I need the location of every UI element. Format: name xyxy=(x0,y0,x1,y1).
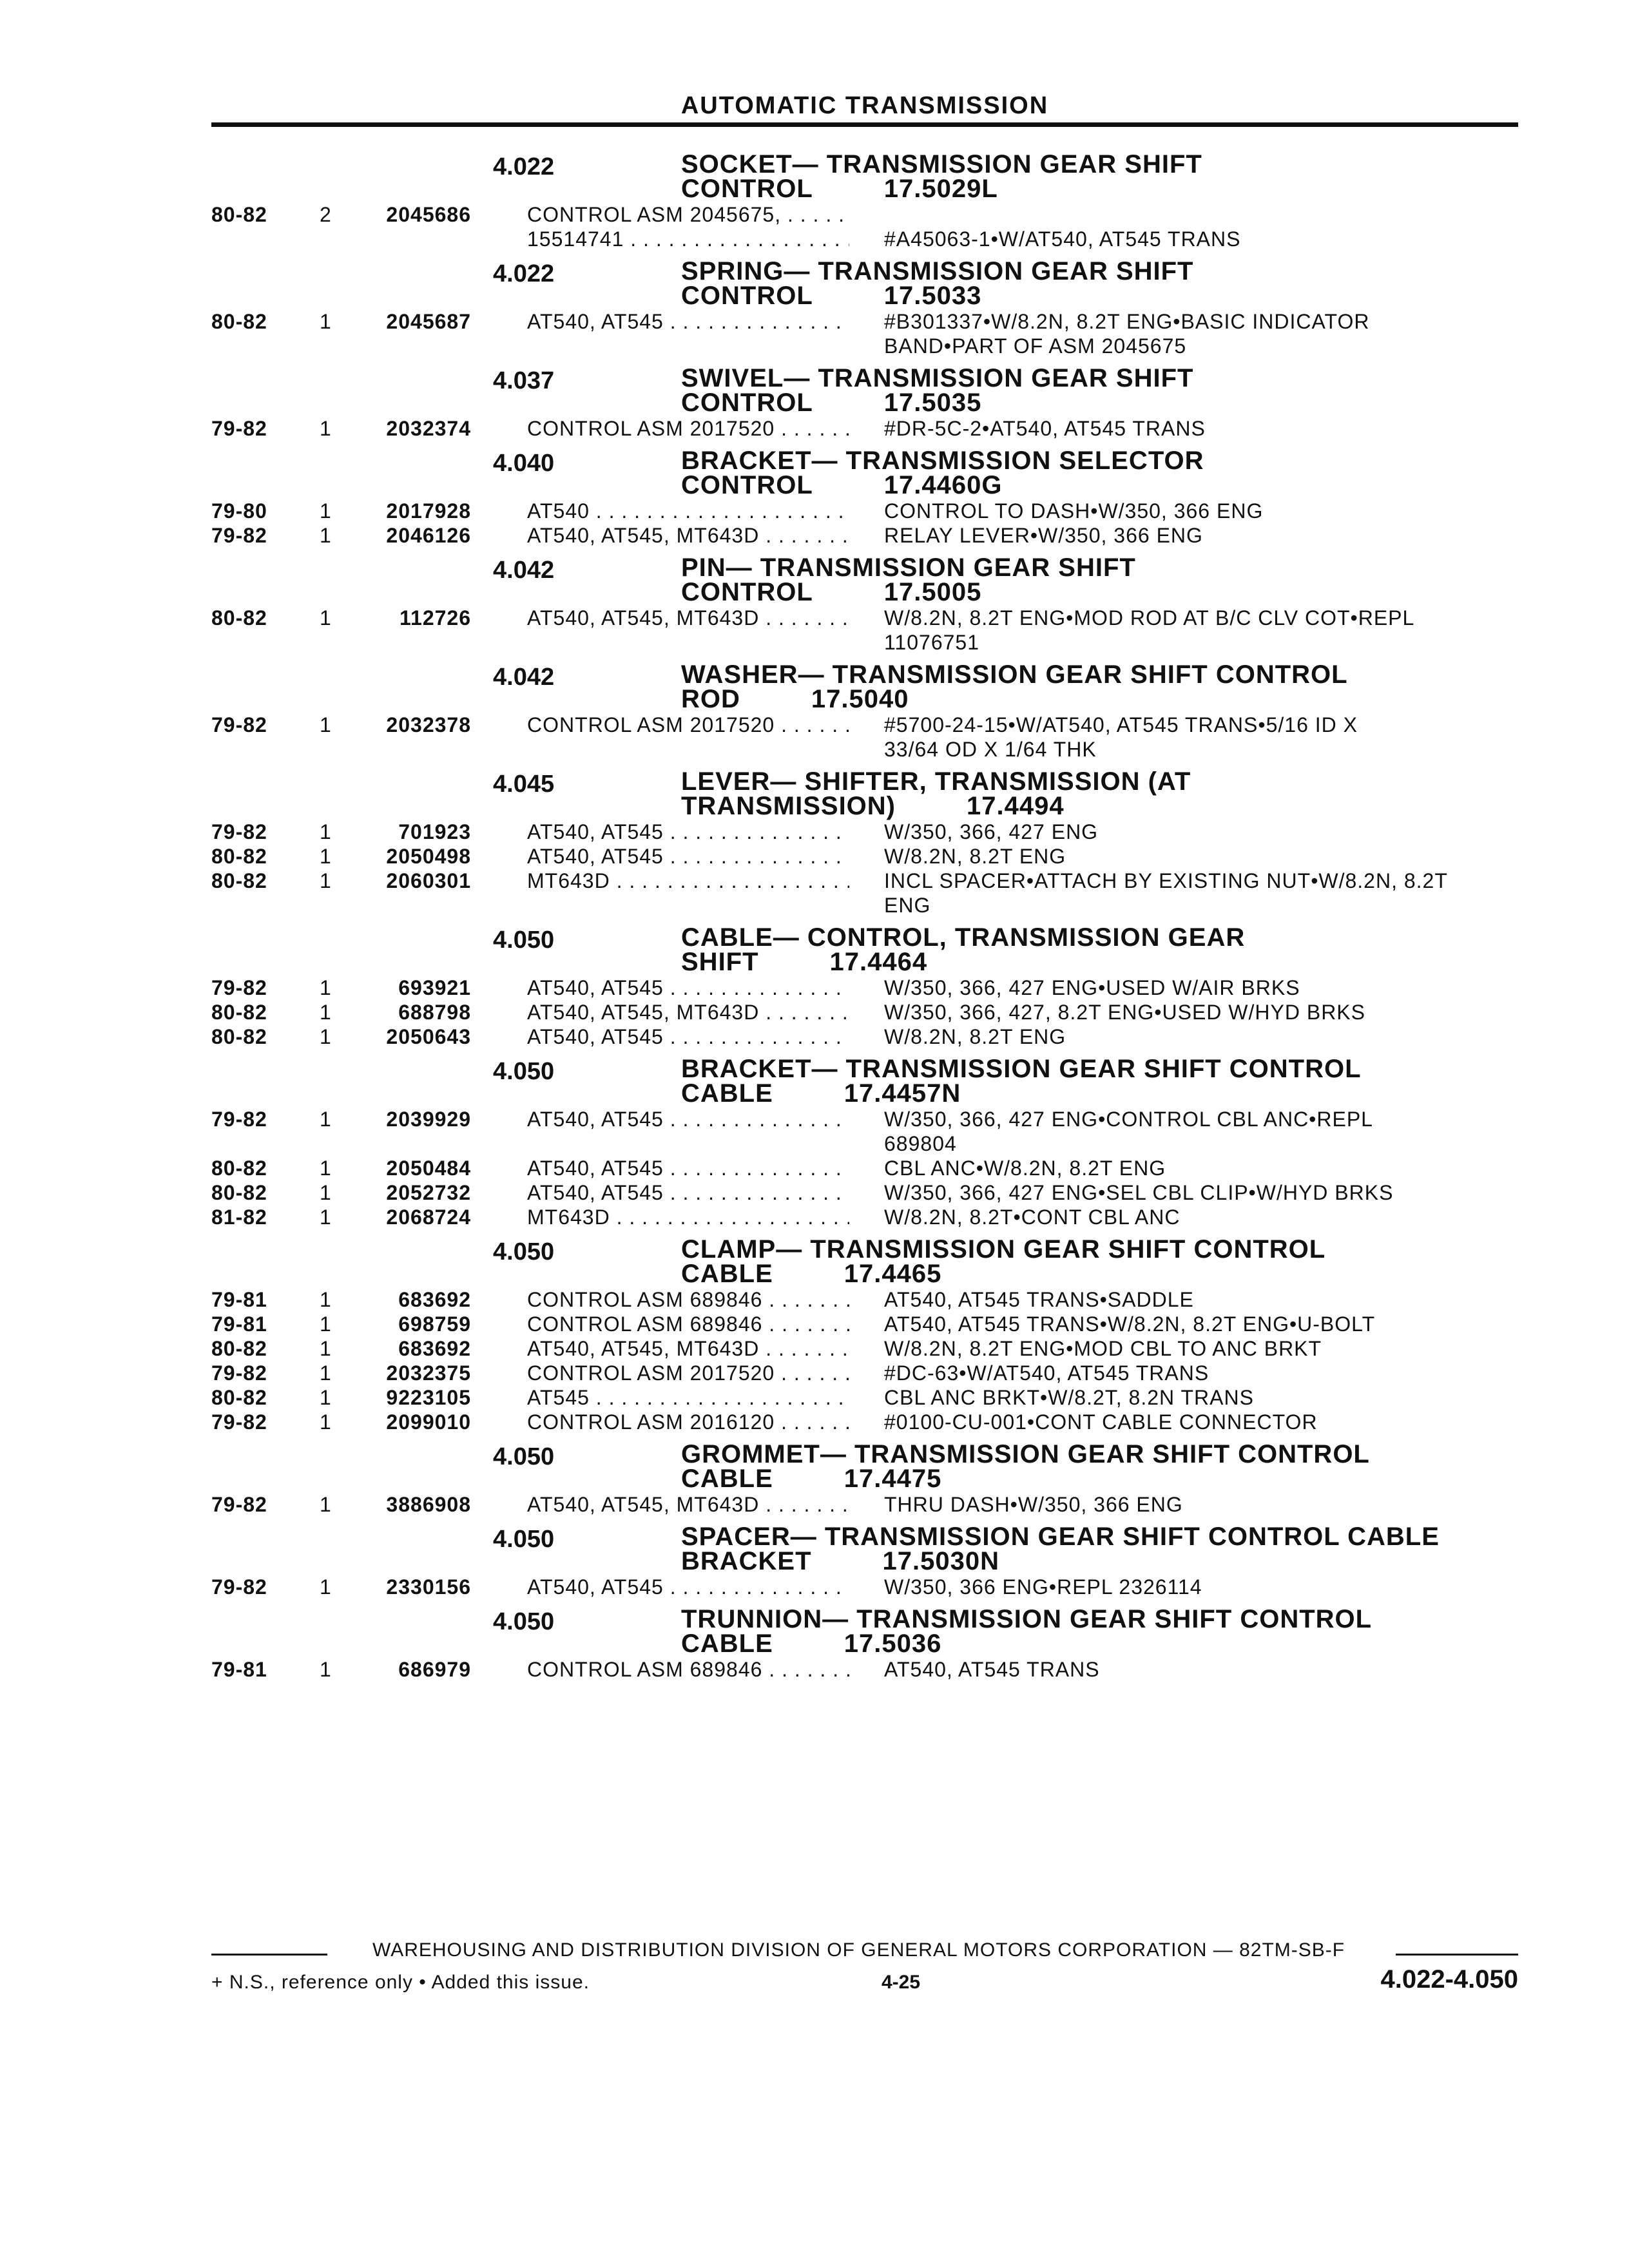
section-title-word: CONTROL xyxy=(681,175,813,203)
part-number: 2032375 xyxy=(386,1361,471,1385)
section-title-line xyxy=(681,473,1552,497)
part-note: INCL SPACER•ATTACH BY EXISTING NUT•W/8.2N, 8.2T xyxy=(884,869,1448,892)
catalog-section xyxy=(211,1522,1552,1604)
parts-catalog xyxy=(211,149,1552,1687)
part-note: #A45063-1•W/AT540, AT545 TRANS xyxy=(884,227,1241,251)
section-reference: 17.5033 xyxy=(883,282,982,310)
part-note: W/350, 366, 427 ENG•SEL CBL CLIP•W/HYD BRKS xyxy=(884,1181,1394,1204)
usage-description: AT540, AT545 . . . xyxy=(527,1156,849,1180)
part-row xyxy=(211,1385,1552,1410)
quantity: 1 xyxy=(320,976,332,999)
model-years: 80-82 xyxy=(211,310,267,333)
section-title-word: CABLE xyxy=(681,1260,773,1288)
model-years: 79-81 xyxy=(211,1312,267,1336)
section-reference: 17.5030N xyxy=(882,1547,1000,1575)
usage-description: CONTROL ASM 2017520 . . . xyxy=(527,713,849,737)
section-heading xyxy=(211,553,1552,606)
parts-list xyxy=(211,975,1552,1049)
model-years: 80-82 xyxy=(211,203,267,226)
part-row xyxy=(211,309,1552,334)
section-title-line: PIN— TRANSMISSION GEAR SHIFT xyxy=(681,553,1136,582)
quantity: 1 xyxy=(320,524,332,547)
catalog-section xyxy=(211,256,1552,363)
section-title xyxy=(681,925,1552,974)
quantity: 1 xyxy=(320,1001,332,1024)
part-number: 2060301 xyxy=(386,869,471,892)
quantity: 1 xyxy=(320,606,332,629)
section-title-line: SPACER— TRANSMISSION GEAR SHIFT CONTROL CABLE xyxy=(681,1523,1440,1551)
part-row xyxy=(211,1131,1552,1156)
catalog-section xyxy=(211,660,1552,767)
section-title xyxy=(681,1524,1552,1573)
part-row xyxy=(211,1180,1552,1205)
section-title xyxy=(681,555,1552,604)
section-code: 4.050 xyxy=(493,1608,555,1635)
section-heading xyxy=(211,256,1552,309)
section-title-line xyxy=(681,1081,1552,1106)
page-title: AUTOMATIC TRANSMISSION xyxy=(680,92,1049,119)
quantity: 1 xyxy=(320,1386,332,1409)
section-title xyxy=(681,448,1552,497)
quantity: 1 xyxy=(320,713,332,736)
part-note: #B301337•W/8.2N, 8.2T ENG•BASIC INDICATOR xyxy=(884,310,1370,333)
section-title-word: CABLE xyxy=(681,1629,773,1658)
header-rule xyxy=(211,122,1518,127)
page-header xyxy=(211,90,1518,127)
section-title-line xyxy=(681,177,1552,201)
section-range: 4.022-4.050 xyxy=(1380,1965,1518,1994)
part-row xyxy=(211,1312,1552,1336)
quantity: 1 xyxy=(320,1337,332,1360)
model-years: 81-82 xyxy=(211,1206,267,1229)
catalog-section xyxy=(211,553,1552,660)
quantity: 1 xyxy=(320,1493,332,1516)
section-reference: 17.4494 xyxy=(967,792,1065,820)
part-row xyxy=(211,1575,1552,1599)
usage-description: CONTROL ASM 2017520 . . . xyxy=(527,416,849,441)
part-note: 689804 xyxy=(884,1132,957,1155)
part-number: 2032374 xyxy=(386,417,471,440)
part-number: 683692 xyxy=(398,1337,471,1360)
section-title-word: CONTROL xyxy=(681,282,813,310)
part-row xyxy=(211,334,1552,358)
section-title xyxy=(681,1442,1552,1491)
model-years: 79-82 xyxy=(211,820,267,843)
parts-list xyxy=(211,1492,1552,1517)
part-row xyxy=(211,523,1552,548)
part-row xyxy=(211,820,1552,844)
quantity: 1 xyxy=(320,1025,332,1048)
part-number: 2050484 xyxy=(386,1157,471,1180)
section-title-line xyxy=(681,580,1552,604)
section-title-line: TRUNNION— TRANSMISSION GEAR SHIFT CONTROL xyxy=(681,1605,1373,1633)
section-code: 4.050 xyxy=(493,1443,555,1470)
model-years: 79-82 xyxy=(211,417,267,440)
part-number: 2045686 xyxy=(386,203,471,226)
page-number: 4-25 xyxy=(882,1972,921,1993)
model-years: 80-82 xyxy=(211,1025,267,1048)
section-title xyxy=(681,769,1552,818)
section-heading xyxy=(211,1604,1552,1657)
section-title-line: SWIVEL— TRANSMISSION GEAR SHIFT xyxy=(681,364,1194,392)
section-title-word: CONTROL xyxy=(681,578,813,606)
part-number: 698759 xyxy=(398,1312,471,1336)
section-title-line: SPRING— TRANSMISSION GEAR SHIFT xyxy=(681,257,1194,285)
part-row xyxy=(211,1410,1552,1434)
section-title-line xyxy=(681,1466,1552,1491)
footer-rule-right xyxy=(1396,1954,1518,1956)
parts-list xyxy=(211,499,1552,548)
catalog-section xyxy=(211,1439,1552,1522)
part-row xyxy=(211,844,1552,869)
parts-list xyxy=(211,202,1552,251)
section-title-line: CLAMP— TRANSMISSION GEAR SHIFT CONTROL xyxy=(681,1235,1326,1264)
catalog-section xyxy=(211,923,1552,1054)
part-note: W/8.2N, 8.2T•CONT CBL ANC xyxy=(884,1206,1181,1229)
model-years: 79-80 xyxy=(211,499,267,523)
usage-description: AT540, AT545 . . . xyxy=(527,820,849,844)
model-years: 79-82 xyxy=(211,1410,267,1434)
part-note: CBL ANC BRKT•W/8.2T, 8.2N TRANS xyxy=(884,1386,1254,1409)
model-years: 79-81 xyxy=(211,1288,267,1311)
part-number: 686979 xyxy=(398,1658,471,1681)
model-years: 79-82 xyxy=(211,1108,267,1131)
part-number: 683692 xyxy=(398,1288,471,1311)
model-years: 80-82 xyxy=(211,1337,267,1360)
usage-description: CONTROL ASM 689846 . . . xyxy=(527,1657,849,1682)
part-number: 2032378 xyxy=(386,713,471,736)
part-number: 2330156 xyxy=(386,1575,471,1599)
section-title-word: CONTROL xyxy=(681,389,813,417)
parts-list xyxy=(211,1287,1552,1434)
part-note: W/8.2N, 8.2T ENG•MOD CBL TO ANC BRKT xyxy=(884,1337,1322,1360)
section-reference: 17.5036 xyxy=(843,1629,942,1658)
section-title-line xyxy=(681,1631,1552,1656)
section-heading xyxy=(211,149,1552,202)
section-reference: 17.4457N xyxy=(843,1079,961,1108)
section-heading xyxy=(211,1439,1552,1492)
part-row xyxy=(211,202,1552,227)
usage-description: CONTROL ASM 2016120 . . . xyxy=(527,1410,849,1434)
section-code: 4.050 xyxy=(493,1526,555,1553)
part-row xyxy=(211,1492,1552,1517)
quantity: 2 xyxy=(320,203,332,226)
part-row xyxy=(211,737,1552,762)
section-code: 4.042 xyxy=(493,557,555,584)
quantity: 1 xyxy=(320,1157,332,1180)
quantity: 1 xyxy=(320,310,332,333)
section-title-word: CONTROL xyxy=(681,471,813,499)
part-note: W/8.2N, 8.2T ENG•MOD ROD AT B/C CLV COT•REPL xyxy=(884,606,1415,629)
section-code: 4.022 xyxy=(493,260,555,287)
section-code: 4.050 xyxy=(493,1238,555,1265)
section-title xyxy=(681,259,1552,308)
part-number: 693921 xyxy=(398,976,471,999)
section-title xyxy=(681,662,1552,711)
section-code: 4.045 xyxy=(493,771,555,798)
quantity: 1 xyxy=(320,820,332,843)
model-years: 80-82 xyxy=(211,1157,267,1180)
model-years: 79-82 xyxy=(211,1575,267,1599)
usage-description: AT540, AT545 . . . xyxy=(527,1180,849,1205)
model-years: 80-82 xyxy=(211,845,267,868)
model-years: 79-82 xyxy=(211,1361,267,1385)
part-number: 701923 xyxy=(398,820,471,843)
section-reference: 17.5005 xyxy=(883,578,982,606)
part-number: 9223105 xyxy=(386,1386,471,1409)
section-reference: 17.4465 xyxy=(843,1260,942,1288)
parts-list xyxy=(211,820,1552,918)
part-note: CONTROL TO DASH•W/350, 366 ENG xyxy=(884,499,1264,523)
section-heading xyxy=(211,660,1552,713)
usage-description: 15514741 . . . xyxy=(527,227,849,251)
part-number: 688798 xyxy=(398,1001,471,1024)
quantity: 1 xyxy=(320,1361,332,1385)
part-note: AT540, AT545 TRANS xyxy=(884,1658,1100,1681)
part-note: RELAY LEVER•W/350, 366 ENG xyxy=(884,524,1203,547)
part-number: 3886908 xyxy=(386,1493,471,1516)
section-code: 4.040 xyxy=(493,450,555,477)
part-note: CBL ANC•W/8.2N, 8.2T ENG xyxy=(884,1157,1166,1180)
section-title-line: LEVER— SHIFTER, TRANSMISSION (AT xyxy=(681,767,1191,796)
part-number: 112726 xyxy=(399,606,471,629)
section-title-line: GROMMET— TRANSMISSION GEAR SHIFT CONTROL xyxy=(681,1440,1370,1468)
part-row xyxy=(211,499,1552,523)
part-row xyxy=(211,975,1552,1000)
parts-list xyxy=(211,416,1552,441)
section-heading xyxy=(211,1235,1552,1287)
section-code: 4.042 xyxy=(493,664,555,691)
section-title-word: SHIFT xyxy=(681,948,759,976)
section-title-line xyxy=(681,950,1552,974)
page-footer xyxy=(211,1939,1518,2023)
part-note: W/8.2N, 8.2T ENG xyxy=(884,845,1066,868)
part-note: BAND•PART OF ASM 2045675 xyxy=(884,334,1187,358)
usage-description: AT540, AT545, MT643D . . . xyxy=(527,1000,849,1024)
part-number: 2050643 xyxy=(386,1025,471,1048)
usage-description: AT540, AT545, MT643D . . . xyxy=(527,1492,849,1517)
quantity: 1 xyxy=(320,499,332,523)
part-note: AT540, AT545 TRANS•SADDLE xyxy=(884,1288,1194,1311)
section-title-word: CABLE xyxy=(681,1465,773,1493)
section-title-word: BRACKET xyxy=(681,1547,812,1575)
section-heading xyxy=(211,923,1552,975)
quantity: 1 xyxy=(320,845,332,868)
part-note: W/350, 366, 427 ENG xyxy=(884,820,1099,843)
quantity: 1 xyxy=(320,1181,332,1204)
footer-legend: + N.S., reference only • Added this issue. xyxy=(211,1972,590,1993)
part-row xyxy=(211,227,1552,251)
section-reference: 17.4460G xyxy=(883,471,1003,499)
catalog-section xyxy=(211,1235,1552,1439)
part-note: W/350, 366, 427 ENG•CONTROL CBL ANC•REPL xyxy=(884,1108,1373,1131)
section-heading xyxy=(211,363,1552,416)
part-row xyxy=(211,1156,1552,1180)
part-number: 2068724 xyxy=(386,1206,471,1229)
section-title xyxy=(681,1237,1552,1286)
section-title-line: CABLE— CONTROL, TRANSMISSION GEAR xyxy=(681,923,1246,952)
model-years: 79-82 xyxy=(211,1493,267,1516)
quantity: 1 xyxy=(320,1575,332,1599)
part-note: THRU DASH•W/350, 366 ENG xyxy=(884,1493,1183,1516)
section-title-line xyxy=(681,687,1552,711)
quantity: 1 xyxy=(320,1206,332,1229)
model-years: 80-82 xyxy=(211,869,267,892)
section-title-line xyxy=(681,1549,1552,1573)
parts-list xyxy=(211,1657,1552,1682)
usage-description: AT540, AT545 . . . xyxy=(527,1024,849,1049)
part-note: ENG xyxy=(884,894,931,917)
part-number: 2045687 xyxy=(386,310,471,333)
part-number: 2017928 xyxy=(386,499,471,523)
section-reference: 17.5040 xyxy=(811,685,909,713)
usage-description: AT540, AT545 . . . xyxy=(527,844,849,869)
part-note: W/350, 366, 427 ENG•USED W/AIR BRKS xyxy=(884,976,1300,999)
quantity: 1 xyxy=(320,1410,332,1434)
section-heading xyxy=(211,446,1552,499)
model-years: 80-82 xyxy=(211,1181,267,1204)
part-number: 2052732 xyxy=(386,1181,471,1204)
part-note: 33/64 OD X 1/64 THK xyxy=(884,738,1097,761)
part-note: W/8.2N, 8.2T ENG xyxy=(884,1025,1066,1048)
section-title-word: ROD xyxy=(681,685,740,713)
section-code: 4.050 xyxy=(493,927,555,954)
footer-rule-left xyxy=(211,1954,327,1956)
part-note: AT540, AT545 TRANS•W/8.2N, 8.2T ENG•U-BOLT xyxy=(884,1312,1376,1336)
model-years: 80-82 xyxy=(211,1001,267,1024)
section-title xyxy=(681,152,1552,201)
part-row xyxy=(211,1024,1552,1049)
part-number: 2046126 xyxy=(386,524,471,547)
catalog-section xyxy=(211,149,1552,256)
section-title-line xyxy=(681,794,1552,818)
parts-list xyxy=(211,713,1552,762)
usage-description: CONTROL ASM 2017520 . . . xyxy=(527,1361,849,1385)
section-code: 4.022 xyxy=(493,153,555,180)
section-reference: 17.5029L xyxy=(883,175,998,203)
quantity: 1 xyxy=(320,1658,332,1681)
quantity: 1 xyxy=(320,417,332,440)
usage-description: CONTROL ASM 2045675, . . . xyxy=(527,202,849,227)
catalog-section xyxy=(211,446,1552,553)
part-number: 2050498 xyxy=(386,845,471,868)
part-row xyxy=(211,1336,1552,1361)
section-title-line: BRACKET— TRANSMISSION SELECTOR xyxy=(681,447,1204,475)
footer-division: WAREHOUSING AND DISTRIBUTION DIVISION OF GENERAL MOTORS CORPORATION — 82TM-SB-F xyxy=(372,1939,1345,1961)
usage-description: AT540, AT545 . . . xyxy=(527,1107,849,1131)
section-title-line xyxy=(681,1262,1552,1286)
part-row xyxy=(211,630,1552,655)
parts-list xyxy=(211,1107,1552,1229)
parts-list xyxy=(211,1575,1552,1599)
quantity: 1 xyxy=(320,1288,332,1311)
model-years: 79-82 xyxy=(211,524,267,547)
catalog-section xyxy=(211,1604,1552,1687)
part-row xyxy=(211,713,1552,737)
quantity: 1 xyxy=(320,869,332,892)
part-row xyxy=(211,1657,1552,1682)
part-number: 2099010 xyxy=(386,1410,471,1434)
part-row xyxy=(211,1361,1552,1385)
usage-description: AT540, AT545, MT643D . . . xyxy=(527,523,849,548)
model-years: 79-82 xyxy=(211,976,267,999)
part-note: #0100-CU-001•CONT CABLE CONNECTOR xyxy=(884,1410,1318,1434)
usage-description: MT643D . . . xyxy=(527,869,849,893)
section-title-word: CABLE xyxy=(681,1079,773,1108)
usage-description: AT540, AT545, MT643D . . . xyxy=(527,1336,849,1361)
usage-description: AT540, AT545 . . . xyxy=(527,309,849,334)
section-title-line: SOCKET— TRANSMISSION GEAR SHIFT xyxy=(681,150,1202,178)
part-row xyxy=(211,1000,1552,1024)
catalog-section xyxy=(211,1054,1552,1235)
model-years: 79-82 xyxy=(211,713,267,736)
model-years: 80-82 xyxy=(211,606,267,629)
section-code: 4.037 xyxy=(493,367,555,394)
section-reference: 17.4464 xyxy=(829,948,928,976)
section-reference: 17.4475 xyxy=(843,1465,942,1493)
section-title xyxy=(681,366,1552,415)
usage-description: AT540, AT545, MT643D . . . xyxy=(527,606,849,630)
usage-description: CONTROL ASM 689846 . . . xyxy=(527,1287,849,1312)
parts-list xyxy=(211,606,1552,655)
usage-description: AT545 . . . xyxy=(527,1385,849,1410)
part-row xyxy=(211,1287,1552,1312)
part-note: #DR-5C-2•AT540, AT545 TRANS xyxy=(884,417,1206,440)
part-number: 2039929 xyxy=(386,1108,471,1131)
catalog-section xyxy=(211,363,1552,446)
section-heading xyxy=(211,1522,1552,1575)
quantity: 1 xyxy=(320,1312,332,1336)
usage-description: MT643D . . . xyxy=(527,1205,849,1229)
part-row xyxy=(211,869,1552,893)
section-heading xyxy=(211,1054,1552,1107)
section-code: 4.050 xyxy=(493,1058,555,1085)
usage-description: AT540, AT545 . . . xyxy=(527,1575,849,1599)
usage-description: AT540, AT545 . . . xyxy=(527,975,849,1000)
section-heading xyxy=(211,767,1552,820)
section-title xyxy=(681,1607,1552,1656)
model-years: 79-81 xyxy=(211,1658,267,1681)
part-row xyxy=(211,893,1552,918)
part-note: 11076751 xyxy=(884,631,979,654)
part-row xyxy=(211,416,1552,441)
part-row xyxy=(211,1107,1552,1131)
part-row xyxy=(211,606,1552,630)
part-note: #DC-63•W/AT540, AT545 TRANS xyxy=(884,1361,1210,1385)
section-title-word: TRANSMISSION) xyxy=(681,792,896,820)
section-title xyxy=(681,1057,1552,1106)
usage-description: AT540 . . . xyxy=(527,499,849,523)
part-note: #5700-24-15•W/AT540, AT545 TRANS•5/16 ID X xyxy=(884,713,1358,736)
part-note: W/350, 366, 427, 8.2T ENG•USED W/HYD BRKS xyxy=(884,1001,1365,1024)
section-title-line: WASHER— TRANSMISSION GEAR SHIFT CONTROL xyxy=(681,660,1348,689)
quantity: 1 xyxy=(320,1108,332,1131)
part-note xyxy=(884,202,1552,227)
part-row xyxy=(211,1205,1552,1229)
model-years: 80-82 xyxy=(211,1386,267,1409)
catalog-section xyxy=(211,767,1552,923)
parts-list xyxy=(211,309,1552,358)
section-title-line xyxy=(681,390,1552,415)
section-title-line xyxy=(681,284,1552,308)
part-note: W/350, 366 ENG•REPL 2326114 xyxy=(884,1575,1202,1599)
section-reference: 17.5035 xyxy=(883,389,982,417)
usage-description: CONTROL ASM 689846 . . . xyxy=(527,1312,849,1336)
section-title-line: BRACKET— TRANSMISSION GEAR SHIFT CONTROL xyxy=(681,1055,1362,1083)
